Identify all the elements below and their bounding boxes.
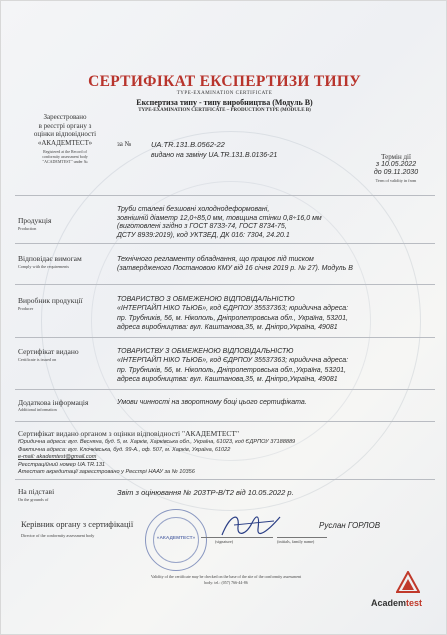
registry-replaces: видано на заміну UA.TR.131.B.0136-21 (151, 152, 278, 159)
signature-label-en: Director of the conformity assessment body (21, 533, 95, 538)
basis-text: Звіт з оцінювання № 203ТР-В/Т2 від 10.05.2022 р. (117, 488, 294, 497)
name-line (277, 537, 327, 538)
academtest-logo-text: Academtest (371, 598, 423, 608)
product-label-en: Production (18, 226, 37, 231)
registry-number-label: за № (117, 140, 132, 148)
certificate-title: СЕРТИФІКАТ ЕКСПЕРТИЗИ ТИПУ (88, 73, 361, 90)
divider (15, 243, 435, 244)
basis-label: На підставі (18, 487, 55, 496)
registry-label-en: Registered at the Record of conformity assessment body "ACADEMTEST" under № (42, 149, 88, 164)
signature-line (201, 537, 273, 538)
additional-info-text: Умови чинності на зворотному боці цього сертифіката. (117, 399, 307, 406)
director-name: Руслан ГОРЛОВ (319, 521, 381, 530)
validity-label-en: Term of validity in from (375, 178, 417, 183)
divider (15, 337, 435, 338)
divider (15, 195, 435, 196)
registry-number: UA.TR.131.B.0562-22 (151, 140, 225, 149)
signature-caption: (signature) (215, 539, 234, 544)
academtest-logo-icon (396, 571, 420, 593)
requirements-text: Технічного регламенту обладнання, що працює під тиском (затвердженого Постановою КМУ від 16 січня 2019 р. № 27). Модуль В (117, 256, 353, 272)
signature-label: Керівник органу з сертифікації (21, 519, 134, 529)
validity-from: з 10.05.2022 (375, 161, 417, 168)
validity-to: до 09.11.2030 (373, 169, 419, 176)
additional-info-label-en: Additional information (18, 407, 57, 412)
validity-block (357, 153, 435, 185)
body-details: Юридична адреса: вул. Весняна, буд. 5, м. Харків, Харківська обл., Україна, 61023, код ЄДРПОУ 37188889 Фактична адреса: вул. Клочківська, буд. 99-А., оф. 507, м. Харків, Україна, 61022 e-mail: akademtest@gmail.com Реєстраційний номер UA.TR.131 Атестат акредитації зареєстровано у Реєстрі НААУ за № 10356 (18, 439, 296, 476)
producer-text: ТОВАРИСТВО З ОБМЕЖЕНОЮ ВІДПОВІДАЛЬНІСТЮ «ІНТЕРПАЙП НІКО ТЬЮБ», код ЄДРПОУ 35537363; юридична адреса: пр. Трубників, 56, м. Нікополь, Дніпропетровська обл., Україна, 53201, адреса виробництва: вул. Каштанова,35, м. Дніпро,Україна, 49081 (117, 296, 349, 331)
certificate-subtitle-en: TYPE-EXAMINATION CERTIFICATE – PRODUCTION TYPE (MODULE B) (138, 108, 311, 113)
product-description: Труби сталеві безшовні холоднодеформовані, зовнішній діаметр 12,0÷85,0 мм, товщина стінки 0,8÷16,0 мм (виготовлені згідно з ГОСТ 8733-74, ГОСТ 8734-75, ДСТУ 8939:2019), код УКТЗЕД, ДК 016: 7304, 24.20.1 (117, 206, 322, 239)
producer-label-en: Producer (18, 306, 34, 311)
name-caption: (initials, family name) (277, 539, 315, 544)
registry-label: Зареєстровано в реєстрі органу з оцінки відповідності «АКАДЕМТЕСТ» (33, 113, 97, 147)
validity-check-note: Validity of the certificate may be checked on the base of the site of the conformity assessment body: tel.: (057) 766-44-86 (150, 574, 302, 585)
divider (15, 284, 435, 285)
requirements-label-en: Comply with the requirements (18, 264, 70, 269)
issued-to-label-en: Certificate is issued on (18, 357, 57, 362)
stamp-text: «АКАДЕМТЕСТ» (156, 536, 196, 541)
certificate-title-en: TYPE-EXAMINATION CERTIFICATE (176, 91, 273, 96)
issued-to-label: Сертифікат видано (18, 347, 79, 356)
certificate-subtitle: Експертиза типу - типу виробництва (Модуль В) (136, 98, 313, 107)
divider (15, 389, 435, 390)
validity-label: Термін дії (381, 153, 411, 161)
product-label: Продукція (18, 216, 52, 225)
divider (15, 479, 435, 480)
producer-label: Виробник продукції (18, 296, 83, 305)
issued-to-text: ТОВАРИСТВУ З ОБМЕЖЕНОЮ ВІДПОВІДАЛЬНІСТЮ «ІНТЕРПАЙП НІКО ТЬЮБ», код ЄДРПОУ 35537363; юридична адреса: пр. Трубників, 56, м. Нікополь, Дніпропетровська обл.,Україна, 53201, адреса виробництва: вул. Каштанова,35, м. Дніпро,Україна, 49081 (117, 348, 349, 383)
additional-info-label: Додаткова інформація (18, 398, 89, 407)
requirements-label: Відповідає вимогам (18, 254, 82, 263)
body-email: e-mail: akademtest@gmail.com (18, 454, 97, 461)
body-title: Сертифікат видано органом з оцінки відповідності "АКАДЕМТЕСТ" (18, 429, 240, 438)
divider (15, 421, 435, 422)
basis-label-en: On the grounds of (18, 497, 49, 502)
